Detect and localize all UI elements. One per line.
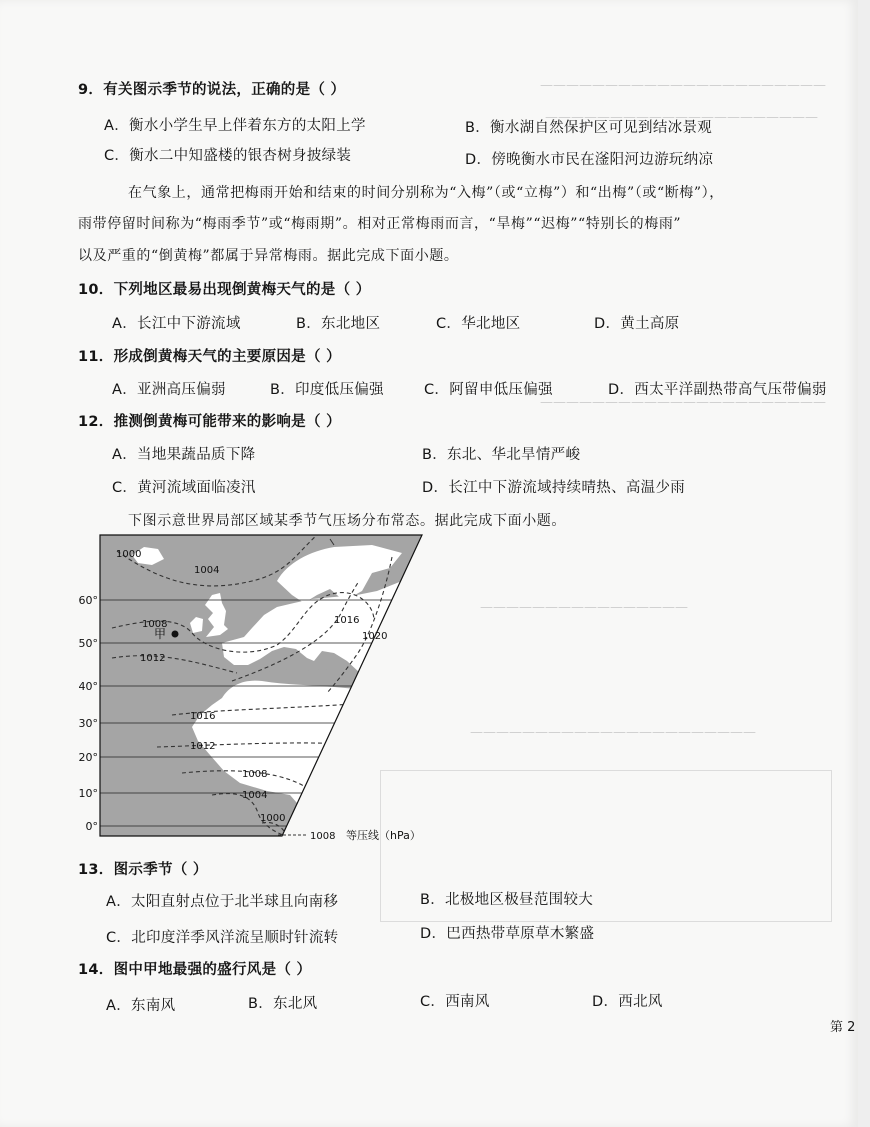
- question-13-option-c[interactable]: C．北印度洋季风洋流呈顺时针流转: [106, 930, 339, 946]
- lat-label-60: 60°: [78, 594, 98, 607]
- isobar-label-1016-south: 1016: [190, 711, 216, 722]
- question-13-stem: 13．图示季节（ ）: [78, 862, 208, 878]
- question-12-stem: 12．推测倒黄梅可能带来的影响是（ ）: [78, 414, 341, 430]
- isobar-label-1020: 1020: [362, 631, 388, 642]
- question-11-stem: 11．形成倒黄梅天气的主要原因是（ ）: [78, 349, 341, 365]
- question-12-option-b[interactable]: B．东北、华北旱情严峻: [422, 447, 581, 463]
- question-14-option-a[interactable]: A．东南风: [106, 998, 176, 1014]
- lat-label-10: 10°: [78, 787, 98, 800]
- question-14-option-b[interactable]: B．东北风: [248, 996, 318, 1012]
- question-9-option-c[interactable]: C．衡水二中知盛楼的银杏树身披绿装: [104, 148, 352, 164]
- isobar-label-1016: 1016: [334, 615, 360, 626]
- lat-label-50: 50°: [78, 637, 98, 650]
- question-10-option-b[interactable]: B．东北地区: [296, 316, 381, 332]
- lat-label-0: 0°: [85, 820, 98, 833]
- lat-label-20: 20°: [78, 751, 98, 764]
- question-11-option-c[interactable]: C．阿留申低压偏强: [424, 382, 553, 398]
- question-10-option-c[interactable]: C．华北地区: [436, 316, 521, 332]
- question-9-option-b[interactable]: B．衡水湖自然保护区可见到结冰景观: [465, 120, 713, 136]
- question-10-option-d[interactable]: D．黄土高原: [594, 316, 680, 332]
- question-9-option-d[interactable]: D．傍晚衡水市民在滏阳河边游玩纳凉: [465, 152, 714, 168]
- question-11-option-b[interactable]: B．印度低压偏强: [270, 382, 384, 398]
- question-10-option-a[interactable]: A．长江中下游流域: [112, 316, 241, 332]
- isobar-label-1008-south: 1008: [242, 769, 268, 780]
- isobar-label-1000: 1000: [116, 549, 142, 560]
- question-14-option-c[interactable]: C．西南风: [420, 994, 490, 1010]
- isobar-label-1012-south: 1012: [190, 741, 216, 752]
- question-13-option-a[interactable]: A．太阳直射点位于北半球且向南移: [106, 894, 339, 910]
- question-14-option-d[interactable]: D．西北风: [592, 994, 663, 1010]
- question-12-option-c[interactable]: C．黄河流域面临凌汛: [112, 480, 256, 496]
- lat-label-40: 40°: [78, 680, 98, 693]
- question-11-option-a[interactable]: A．亚洲高压偏弱: [112, 382, 226, 398]
- isobar-label-1012: 1012: [140, 653, 166, 664]
- question-14-stem: 14．图中甲地最强的盛行风是（ ）: [78, 962, 312, 978]
- pressure-map: [72, 533, 472, 848]
- question-12-option-d[interactable]: D．长江中下游流域持续晴热、高温少雨: [422, 480, 686, 496]
- passage-1-line-3: 以及严重的“倒黄梅”都属于异常梅雨。据此完成下面小题。: [78, 248, 459, 264]
- legend-value: 1008: [310, 831, 336, 842]
- point-jia-marker: [172, 631, 179, 638]
- isobar-label-1004: 1004: [194, 565, 220, 576]
- question-13-option-b[interactable]: B．北极地区极昼范围较大: [420, 892, 594, 908]
- isobar-label-1008: 1008: [142, 619, 168, 630]
- isobar-label-1004-south: 1004: [242, 790, 268, 801]
- passage-1-line-1: 在气象上，通常把梅雨开始和结束的时间分别称为“入梅”（或“立梅”）和“出梅”（或“断梅”），: [128, 185, 724, 201]
- legend-text: 等压线（hPa）: [346, 829, 421, 842]
- question-13-option-d[interactable]: D．巴西热带草原草木繁盛: [420, 926, 595, 942]
- question-11-option-d[interactable]: D．西太平洋副热带高气压带偏弱: [608, 382, 827, 398]
- passage-1-line-2: 雨带停留时间称为“梅雨季节”或“梅雨期”。相对正常梅雨而言，“旱梅”“迟梅”“特别长的梅雨”: [78, 216, 682, 232]
- question-9-stem: 9．有关图示季节的说法，正确的是（ ）: [78, 82, 346, 98]
- page-number: 第 2: [830, 1020, 856, 1035]
- question-12-option-a[interactable]: A．当地果蔬品质下降: [112, 447, 256, 463]
- question-9-option-a[interactable]: A．衡水小学生早上伴着东方的太阳上学: [104, 118, 366, 134]
- isobar-label-1000-south: 1000: [260, 813, 286, 824]
- point-jia-label: 甲: [154, 627, 167, 641]
- passage-2: 下图示意世界局部区域某季节气压场分布常态。据此完成下面小题。: [128, 513, 566, 529]
- question-10-stem: 10．下列地区最易出现倒黄梅天气的是（ ）: [78, 282, 371, 298]
- lat-label-30: 30°: [78, 717, 98, 730]
- exam-page: —————————————————————— ————————————————————— —————————————————————— ———————————————— —————————————————————— 9．有关图示季节的说法，正确的是（ ） A．衡水小学生早上伴着东方的太阳上学 B．衡水湖自然保护区可见到结冰景观 C．衡水二中知盛楼的银杏树身披绿装 D．傍晚衡水市民在滏阳河边游玩纳凉 在气象上，通常把梅雨开始和结束的时间分别称为“入梅”（或“立梅”）和“出梅”（或“断梅”）， 雨带停留时间称为“梅雨季节”或“梅雨期”。相对正常梅雨而言，“旱梅”“迟梅”“特别长的梅雨” 以及严重的“倒黄梅”都属于异常梅雨。据此完成下面小题。 10．下列地区最易出现倒黄梅天气的是（ ） A．长江中下游流域 B．东北地区 C．华北地区 D．黄土高原 11．形成倒黄梅天气的主要原因是（ ） A．亚洲高压偏弱 B．印度低压偏强 C．阿留申低压偏强 D．西太平洋副热带高气压带偏弱 12．推测倒黄梅可能带来的影响是（ ） A．当地果蔬品质下降 B．东北、华北旱情严峻 C．黄河流域面临凌汛 D．长江中下游流域持续晴热、高温少雨 下图示意世界局部区域某季节气压场分布常态。据此完成下面小题。 60° 50° 40° 30° 20° 10° 0° 1000 1004 1008 1012 1016 1020 1016 1012 1008 1004 1000 甲 1008 等压线（hPa） 13．图示季节（ ） A．太阳直射点位于北半球且向南移 B．北极地区极昼范围较大 C．北印度洋季风洋流呈顺时针流转 D．巴西热带草原草木繁盛 14．图中甲地最强的盛行风是（ ） A．东南风 B．东北风 C．西南风 D．西北风 第 2: [0, 0, 858, 1127]
